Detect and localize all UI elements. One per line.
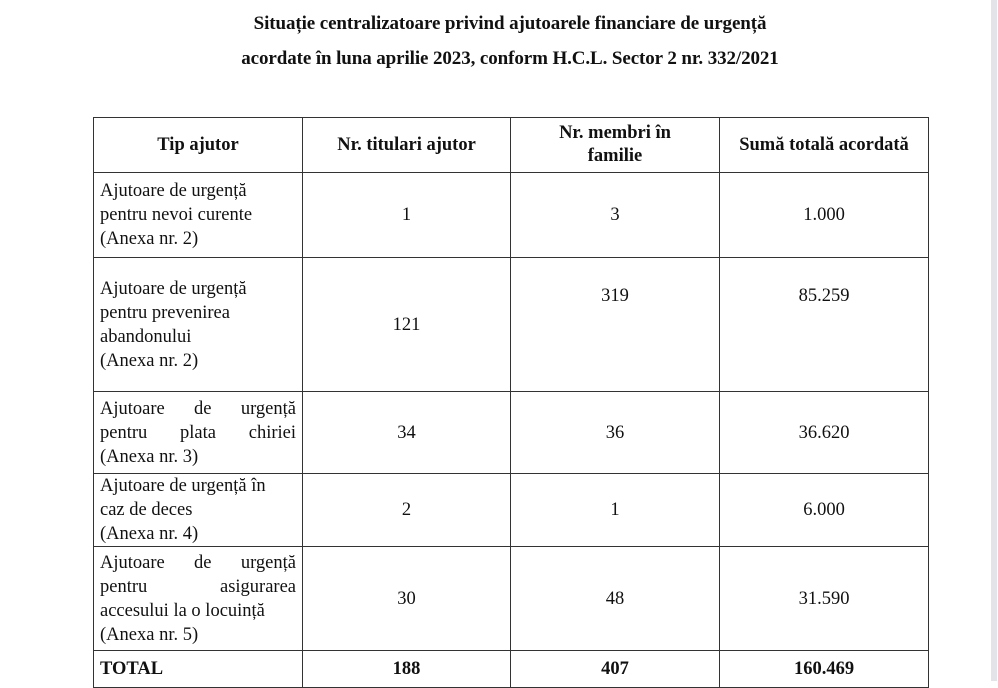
cell-text-line: (Anexa nr. 2) (100, 229, 199, 249)
cell-titulari: 1 (303, 173, 511, 258)
cell-membri: 3 (511, 173, 720, 258)
header-suma-totala: Sumă totală acordată (720, 118, 929, 173)
cell-suma: 36.620 (720, 392, 929, 474)
cell-text-line: pentru nevoi curente (100, 205, 253, 225)
table-total-row (94, 651, 929, 688)
header-nr-membri-line-2: familie (587, 146, 643, 166)
cell-text-line: Ajutoare de urgență (100, 398, 296, 419)
cell-text-line: pentru plata chiriei (100, 422, 296, 443)
cell-membri: 319 (511, 258, 720, 392)
cell-tip-ajutor (94, 173, 303, 258)
cell-suma: 6.000 (720, 474, 929, 547)
cell-text-line: accesului la o locuință (100, 600, 265, 621)
total-label: TOTAL (94, 651, 303, 688)
document-title-line-2: acordate în luna aprilie 2023, conform H.C.L. Sector 2 nr. 332/2021 (241, 48, 779, 69)
cell-membri: 48 (511, 547, 720, 651)
cell-text-line: pentru prevenirea (100, 302, 230, 323)
cell-suma: 31.590 (720, 547, 929, 651)
cell-tip-ajutor (94, 547, 303, 651)
cell-text-line: Ajutoare de urgență (100, 278, 247, 299)
cell-text-line: Ajutoare de urgență (100, 552, 296, 573)
cell-text-line: Ajutoare de urgență în (100, 476, 266, 496)
aid-summary-table (93, 117, 929, 688)
cell-text-line: pentru asigurarea (100, 576, 296, 597)
cell-text-line: abandonului (100, 326, 192, 347)
cell-suma: 85.259 (720, 258, 929, 392)
cell-membri: 36 (511, 392, 720, 474)
table-row (94, 474, 929, 547)
total-membri: 407 (511, 651, 720, 688)
cell-tip-ajutor (94, 392, 303, 474)
document-title-line-1: Situație centralizatoare privind ajutoarele financiare de urgență (253, 13, 767, 34)
cell-titulari: 34 (303, 392, 511, 474)
cell-titulari: 2 (303, 474, 511, 547)
cell-membri: 1 (511, 474, 720, 547)
cell-text-line: caz de deces (100, 500, 193, 520)
total-titulari: 188 (303, 651, 511, 688)
header-tip-ajutor: Tip ajutor (94, 118, 303, 173)
table-header-row (94, 118, 929, 173)
table-row (94, 173, 929, 258)
cell-suma: 1.000 (720, 173, 929, 258)
scrollbar-track[interactable] (991, 0, 997, 681)
table-row (94, 392, 929, 474)
cell-tip-ajutor (94, 474, 303, 547)
header-nr-titulari: Nr. titulari ajutor (303, 118, 511, 173)
total-suma: 160.469 (720, 651, 929, 688)
cell-titulari: 30 (303, 547, 511, 651)
table-row (94, 258, 929, 392)
cell-text-line: (Anexa nr. 2) (100, 350, 199, 371)
table-row (94, 547, 929, 651)
header-nr-membri-line-1: Nr. membri în (559, 123, 671, 143)
cell-titulari: 121 (303, 258, 511, 392)
cell-tip-ajutor (94, 258, 303, 392)
cell-text-line: (Anexa nr. 5) (100, 624, 199, 645)
cell-text-line: Ajutoare de urgență (100, 181, 247, 201)
cell-text-line: (Anexa nr. 3) (100, 446, 199, 467)
cell-text-line: (Anexa nr. 4) (100, 524, 199, 544)
header-nr-membri (511, 118, 720, 173)
